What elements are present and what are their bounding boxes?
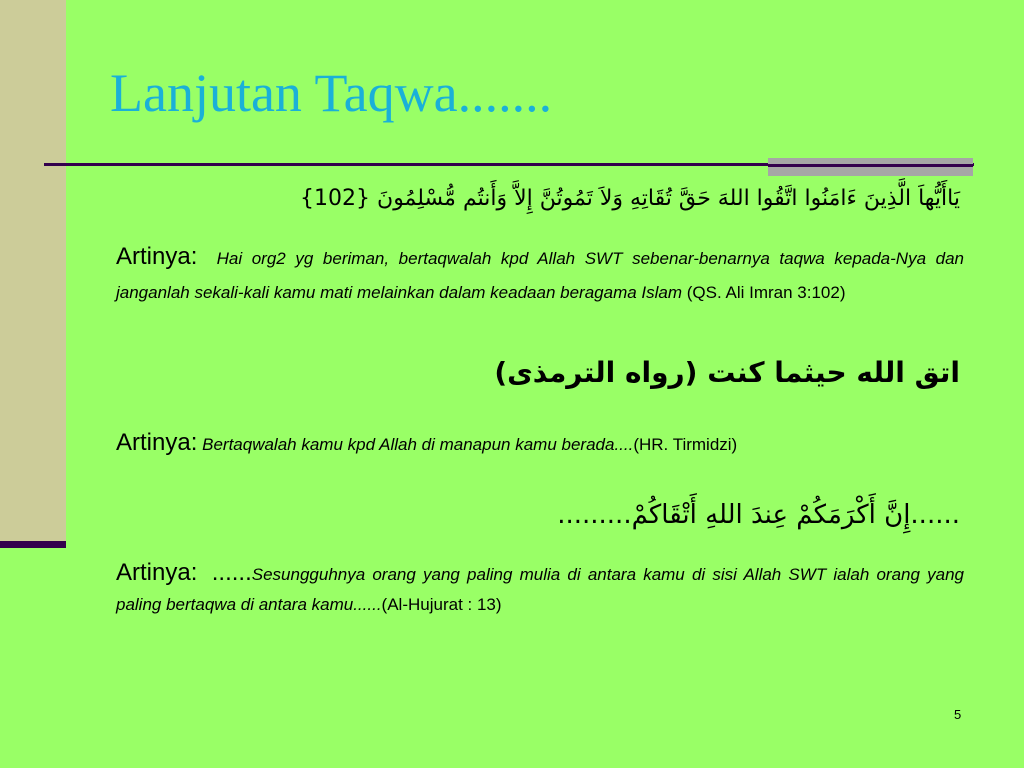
translation-1-text: Hai org2 yg beriman, bertaqwalah kpd Allah SWT sebenar-benarnya taqwa kepada-Nya dan janganlah sekali-kali kamu mati melainkan dalam keadaan beragama Islam xyxy=(116,249,965,302)
title-accent-bar xyxy=(768,158,973,176)
translation-3-dots: ...... xyxy=(211,559,252,586)
translation-2 xyxy=(116,428,964,460)
side-decoration-line xyxy=(0,541,66,548)
side-decoration-bar xyxy=(0,0,66,541)
verse-arabic-al-hujurat: ......إِنَّ أَكْرَمَكُمْ عِندَ اللهِ أَتْقَاكُمْ......... xyxy=(557,500,960,530)
translation-1-source: (QS. Ali Imran 3:102) xyxy=(682,283,846,302)
translation-3-source: (Al-Hujurat : 13) xyxy=(381,595,502,614)
verse-arabic-ali-imran: يَاأَيُّهاَ الَّذِينَ ءَامَنُوا اتَّقُوا اللهَ حَقَّ تُقَاتِهِ وَلاَ تَمُوتُنَّ إِلاَّ وَأَنتُم مُّسْلِمُونَ {102} xyxy=(300,186,960,211)
translation-2-label: Artinya: xyxy=(116,429,198,456)
hadith-arabic: اتق الله حيثما كنت (رواه الترمذى) xyxy=(494,356,960,389)
slide-title: Lanjutan Taqwa....... xyxy=(110,63,553,123)
translation-3 xyxy=(116,558,964,620)
page-number: 5 xyxy=(954,707,962,722)
translation-1 xyxy=(116,240,964,310)
translation-3-text: Sesungguhnya orang yang paling mulia di antara kamu di sisi Allah SWT ialah orang yang paling bertaqwa di antara kamu...... xyxy=(116,565,964,614)
translation-3-label: Artinya: xyxy=(116,559,198,586)
translation-2-text: Bertaqwalah kamu kpd Allah di manapun kamu berada.... xyxy=(202,435,634,454)
translation-1-label: Artinya: xyxy=(116,243,198,270)
translation-2-source: (HR. Tirmidzi) xyxy=(633,435,738,454)
